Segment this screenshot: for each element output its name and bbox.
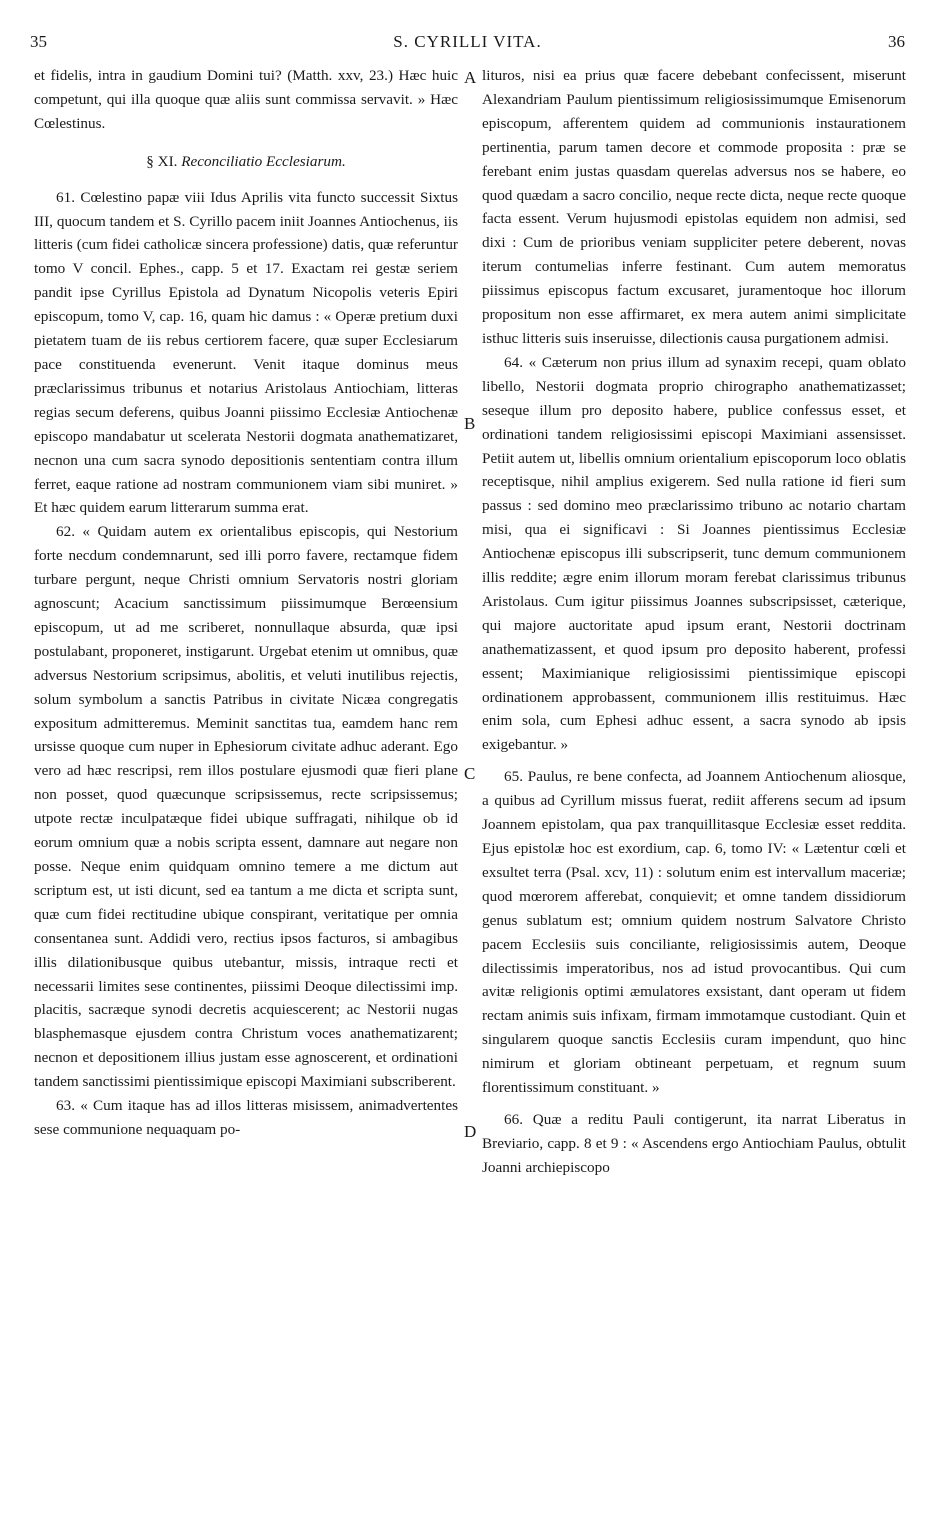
paragraph-66: 66. Quæ a reditu Pauli contigerunt, ita narrat Liberatus in Breviario, capp. 8 et 9 : « Ascendens ergo Antiochiam Paulus, obtulit Joanni archiepiscopo xyxy=(482,1110,906,1176)
page-number-right: 36 xyxy=(888,32,905,51)
page-number-left: 35 xyxy=(30,32,47,51)
paragraph-63-continued: lituros, nisi ea prius quæ facere debebant confecissent, miserunt Alexandriam Paulum pientissimum religiosissimumque Emisenorum episcopum, afferentem quidem ad communionis instaurationem pertinentia, parum tamen decore et commode proposita : præ se ferebant enim justas quasdam querelas adversus nos se habere, eo quod quædam a sacro concilio, neque recte dicta, neque recte quoque facta essent. Verum hujusmodi epistolas equidem non admisi, sed dixi : Cum de prioribus veniam suppliciter petere deberent, novas iterum contumelias inferre festinant. Cum autem memoratus piissimus episcopus factum excusaret, juramentoque hoc illorum propositum non esse affirmaret, ex mera autem animi simplicitate isthuc litteris suis inseruisse, dilectionis causa purgationem admisi. xyxy=(482,67,906,347)
paragraph-65: 65. Paulus, re bene confecta, ad Joannem Antiochenum aliosque, a quibus ad Cyrillum missus fuerat, rediit afferens secum ad ipsum Joannem epistolam, qua pax tranquillitasque Ecclesiæ esset reddita. Ejus epistolæ hoc est exordium, cap. 6, tomo IV: « Lætentur cœli et exsultet terra (Psal. xcv, 11) : solutum enim est intervallum maceriæ; quod mœrorem afferebat, conquievit; et omne tandem dissidiorum genus sublatum est; omnium quidem nostrum Salvatore Christo pacem Ecclesiis suis conciliante, religiosissimis autem, Deoque dilectissimis imperatoribus, nos ad istud provocantibus. Qui cum avitæ religionis optimi æmulatores exsistant, dant operam ut fidem rectam animis suis infixam, firmam immotamque custodiant. Quin et singularem quoque sanctis Ecclesiis curam impendunt, quo hinc nimirum et gloriam obtineant perpetuam, et regnum suum florentissimum constituant. » xyxy=(482,768,906,1097)
paragraph-62: 62. « Quidam autem ex orientalibus episcopis, qui Nestorium forte necdum condemnarunt, sed illi porro favere, rectamque fidem turbare pergunt, neque Christi omnium Servatoris nostri gloriam agnoscunt; Acacium sanctissimum piissimumque Berœensium episcopum, ut ad me scriberet, nonnullaque absurda, quæ ipsi postulabant, proponeret, instigarunt. Urgebat etenim ut omnibus, quæ adversus Nestorium scripsimus, abolitis, et veluti inutilibus rejectis, solum symbolum a sanctis Patribus in civitate Nicæa congregatis expositum admitteremus. Meminit sanctitas tua, eamdem hanc rem ursisse quoque cum nuper in Ephesiorum civitate adhuc aderant. Ego vero ad hæc rescripsi, rem illos postulare ejusmodi quæ fieri plane non posset, quod quæcunque scripsissemus, recte scripsissemus; utpote rectæ inculpatæque fidei ubique suffragati, nihilque ob id eorum omnium quæ a nobis scripta essent, damnare aut negare non posse. Neque enim quidquam omnino temere a me dictum aut scriptum est, ut isti dicunt, sed ea tantum a me dicta et scripta sunt, quæ cum fidei rectitudine ubique conspirant, veritatique per omnia consentanea sunt. Addidi vero, rectius ipsos facturos, si ambagibus illis dilationibusque quibus utebantur, missis, intraque recti et necessarii limites sese continentes, piissimi Deoque dilectissimi imp. placitis, sacræque synodi decretis acquiescerent; ac Nestorii nugas blasphemasque ejusdem contra Christum voces anathematizarent; necnon et depositionem illius justam esse agnoscerent, et ordinationi tandem sanctissimi pientissimique episcopi Maximiani subscriberent. xyxy=(34,523,458,1091)
paragraph-continuation: et fidelis, intra in gaudium Domini tui? (Matth. xxv, 23.) Hæc huic competunt, qui illa quoque quæ aliis sunt commissa servavit. » Hæc Cœlestinus. xyxy=(34,67,458,132)
margin-letter-b: B xyxy=(464,414,476,433)
section-title: Reconciliatio Ecclesiarum. xyxy=(181,152,346,170)
paragraph-64: 64. « Cæterum non prius illum ad synaxim recepi, quam oblato libello, Nestorii dogmata proprio chirographo anathematizasset; seseque illum pro deposito habere, publice confessus esset, et ordinationi tandem religiosissimi episcopi Maximiani assensisset. Petiit autem ut, libellis omnium orientalium episcoporum loco oblatis receptisque, nihil amplius exigerem. Sed nulla ratione id fieri sum passus : sed domino meo præclarissimo tribuno ac notario chartam misi, qua ei significavi : Si Joannes pientissimus Ecclesiæ Antiochenæ episcopus illi subscripserit, tunc demum communionem illis reddite; ægre enim illorum moram ferebat clarissimus tribunus Aristolaus. Cum igitur piissimus Joannes subscripsisset, cæterique, qui majore auctoritate apud ipsum erant, Nestorii doctrinam anathematizassent, et quod ipsum pro deposito haberent, professi essent; Maximianique religiosissimi pientissimique episcopi ordinationem approbassent, communionem illis restituimus. Hæc enim sola, cum Ephesi adhuc essent, a sacra synodo ab ipsis exigebantur. » xyxy=(482,353,906,754)
left-column xyxy=(34,64,458,1142)
paragraph-63: 63. « Cum itaque has ad illos litteras misissem, animadvertentes sese communione nequaquam po- xyxy=(34,1097,458,1138)
margin-letter-d: D xyxy=(464,1122,477,1141)
margin-letter-c: C xyxy=(464,764,476,783)
section-heading xyxy=(34,150,458,174)
right-column xyxy=(482,64,906,1180)
section-number: § XI. xyxy=(146,152,178,170)
running-title: S. CYRILLI VITA. xyxy=(393,32,542,51)
paragraph-61: 61. Cœlestino papæ viii Idus Aprilis vita functo successit Sixtus III, quocum tandem et S. Cyrillo pacem iniit Joannes Antiochenus, iis litteris (cum fidei catholicæ sincera professione) datis, quæ referuntur tomo V concil. Ephes., capp. 5 et 17. Exactam rei gestæ seriem pandit ipse Cyrillus Epistola ad Dynatum Nicopolis veteris Epiri episcopum, tomo V, cap. 16, quam hic damus : « Operæ pretium duxi pietatem tuam de iis rebus certiorem facere, quæ super Ecclesiarum pace constituenda evenerunt. Venit itaque dominus meus præclarissimus tribunus et notarius Aristolaus Antiochiam, litteras regias secum deferens, quibus Joanni piissimo Ecclesiæ Antiochenæ episcopo mandabatur ut scelerata Nestorii dogmata anathematizaret, necnon una cum sacra synodo depositionis sententiam contra illum ferret, eaque ratione ad nostram communionem viam sibi muniret. » Et hæc quidem earum litterarum summa erat. xyxy=(34,188,458,517)
running-header xyxy=(30,32,905,56)
margin-letter-a: A xyxy=(464,68,477,87)
